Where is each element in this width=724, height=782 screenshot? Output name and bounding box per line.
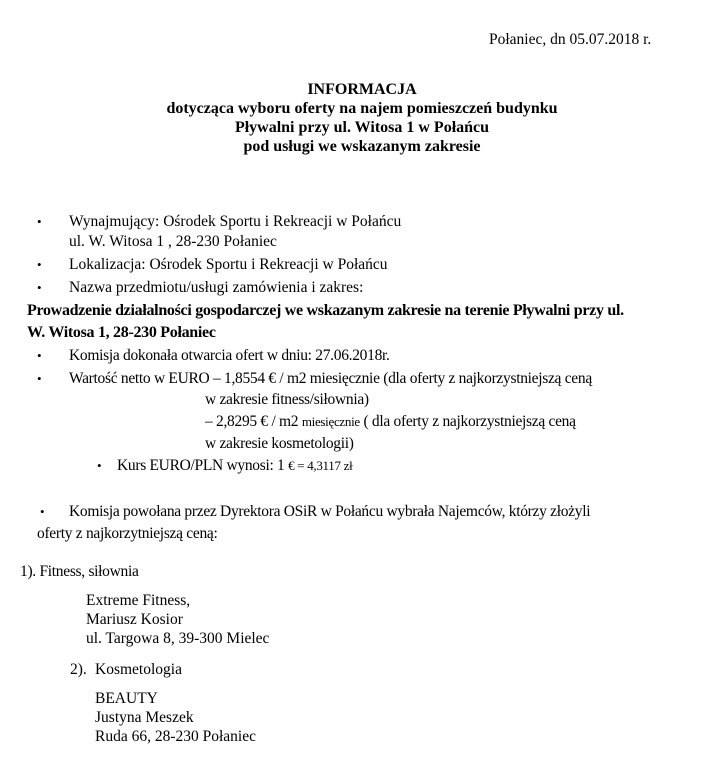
winner-1-heading: 1). Fitness, siłownia [20,563,139,580]
value-line-3 [205,413,576,431]
bullet-icon: • [37,280,42,295]
subject-description-line-2: W. Witosa 1, 28-230 Połaniec [27,324,216,341]
value-period: miesięcznie [301,414,360,429]
winner-1-address: ul. Targowa 8, 39-300 Mielec [86,630,270,647]
value-line-4: w zakresie kosmetologii) [205,435,354,452]
bullet-icon: • [37,257,42,272]
lessor-label: Wynajmujący: Ośrodek Sportu i Rekreacji w Połańcu [69,213,402,230]
opening-date-text: Komisja dokonała otwarcia ofert w dniu: 27.06.2018r. [69,347,390,364]
winner-2-number: 2). [70,661,87,678]
value-line-2: w zakresie fitness/siłownia) [205,391,369,408]
winner-1-person: Mariusz Kosior [86,611,183,628]
winner-2-person: Justyna Meszek [95,709,194,726]
title-line-3: Pływalni przy ul. Witosa 1 w Połańcu [234,119,490,136]
subject-label: Nazwa przedmiotu/usługi zamówienia i zakres: [69,279,364,296]
lessor-address: ul. W. Witosa 1 , 28-230 Połaniec [69,233,277,250]
bullet-icon: • [37,348,42,363]
value-line-1: Wartość netto w EURO – 1,8554 € / m2 miesięcznie (dla oferty z najkorzystniejszą ceną [69,370,592,387]
title-heading: INFORMACJA [307,81,417,98]
commission-line-1: Komisja powołana przez Dyrektora OSiR w Połańcu wybrała Najemców, którzy złożyli [69,503,591,520]
winner-1-name: Extreme Fitness, [86,592,191,609]
winner-2-heading: Kosmetologia [95,661,182,678]
exchange-value: € = 4,3117 zł [288,458,353,473]
bullet-icon: • [40,504,45,519]
exchange-rate [117,457,352,475]
title-line-2: dotycząca wyboru oferty na najem pomieszczeń budynku [166,100,558,117]
bullet-icon: • [37,214,42,229]
title-line-4: pod usługi we wskazanym zakresie [243,138,481,155]
exchange-label: Kurs EURO/PLN wynosi: 1 [117,457,289,474]
value-amount-2: – 2,8295 € / m2 [205,413,302,430]
bullet-icon: • [97,458,102,473]
winner-2-address: Ruda 66, 28-230 Połaniec [95,728,257,745]
subject-description-line-1: Prowadzenie działalności gospodarczej we wskazanym zakresie na terenie Pływalni przy ul. [27,302,624,319]
winner-2-name: BEAUTY [95,690,158,707]
place-date: Połaniec, dn 05.07.2018 r. [489,31,652,48]
bullet-icon: • [37,371,42,386]
value-note: ( dla oferty z najkorzystniejszą ceną [359,413,576,430]
location-text: Lokalizacja: Ośrodek Sportu i Rekreacji w Połańcu [69,256,388,273]
commission-line-2: oferty z najkorzytniejszą ceną: [37,525,218,542]
